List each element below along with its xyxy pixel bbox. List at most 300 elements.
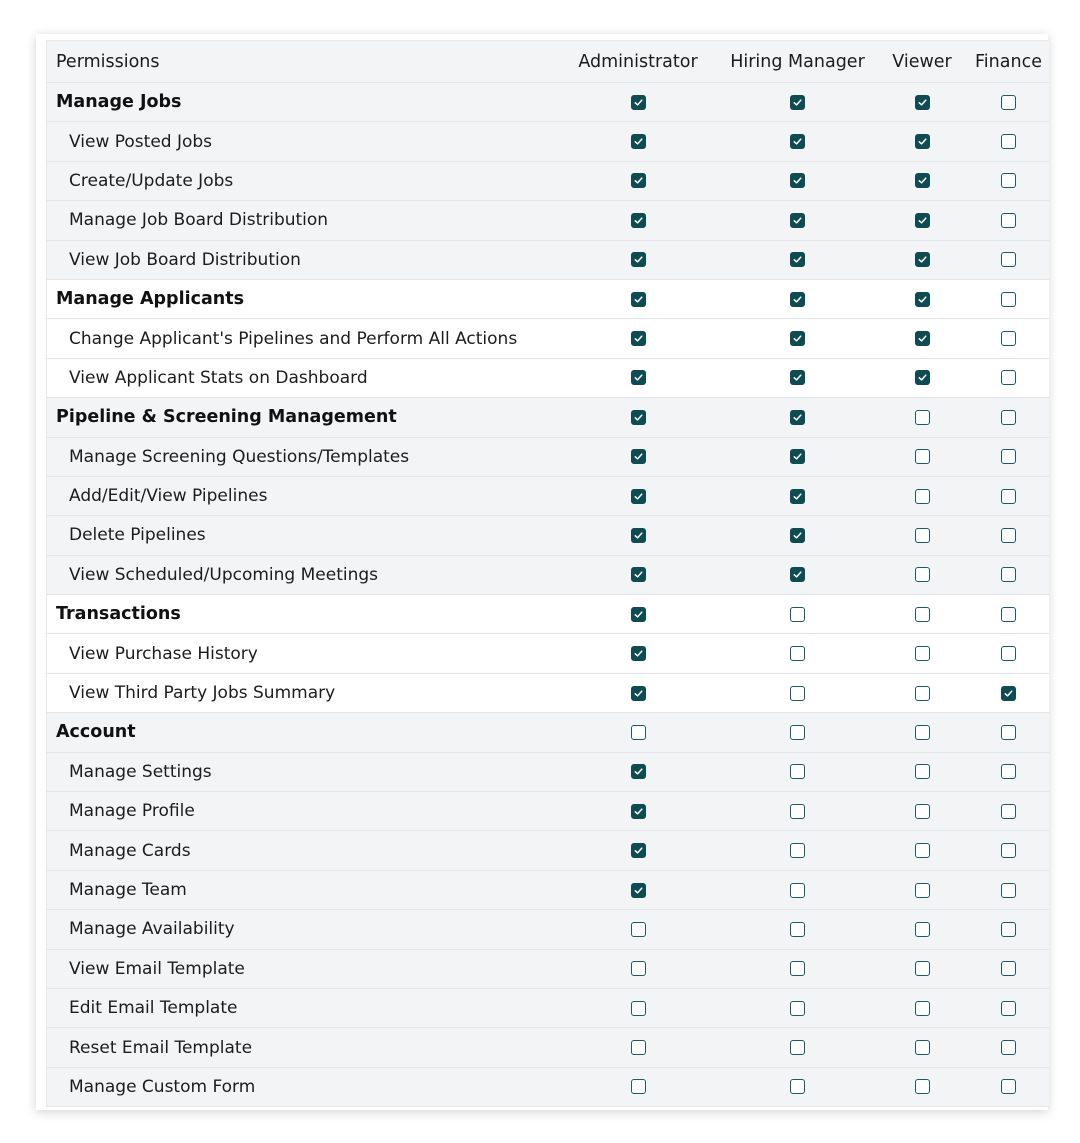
permissions-table xyxy=(46,40,1049,1107)
permission-label: Edit Email Template xyxy=(69,998,238,1019)
hiring-manager-cell xyxy=(719,1001,876,1016)
administrator-checkbox[interactable] xyxy=(631,213,646,228)
hiring-manager-cell xyxy=(719,646,876,661)
viewer-cell xyxy=(876,567,968,582)
hiring-manager-checkbox[interactable] xyxy=(790,252,805,267)
hiring-manager-checkbox[interactable] xyxy=(790,449,805,464)
hiring-manager-cell xyxy=(719,883,876,898)
administrator-cell xyxy=(557,292,719,307)
viewer-cell xyxy=(876,331,968,346)
check-icon xyxy=(792,491,803,502)
header-viewer: Viewer xyxy=(892,51,952,72)
check-icon xyxy=(792,372,803,383)
hiring-manager-cell xyxy=(719,764,876,779)
check-icon xyxy=(633,254,644,265)
viewer-checkbox[interactable] xyxy=(915,173,930,188)
finance-cell xyxy=(968,252,1049,267)
permission-label: Manage Screening Questions/Templates xyxy=(69,446,410,467)
permission-row xyxy=(47,556,1049,595)
permission-group-label: Account xyxy=(56,722,136,743)
finance-checkbox[interactable] xyxy=(1001,95,1016,110)
viewer-checkbox[interactable] xyxy=(915,567,930,582)
check-icon xyxy=(792,569,803,580)
permission-row xyxy=(47,1068,1049,1107)
permission-label: View Scheduled/Upcoming Meetings xyxy=(69,564,379,585)
administrator-cell xyxy=(557,528,719,543)
administrator-checkbox[interactable] xyxy=(631,1079,646,1094)
finance-cell xyxy=(968,213,1049,228)
administrator-checkbox[interactable] xyxy=(631,370,646,385)
administrator-cell xyxy=(557,410,719,425)
viewer-cell xyxy=(876,292,968,307)
permission-row xyxy=(47,910,1049,949)
administrator-checkbox[interactable] xyxy=(631,95,646,110)
administrator-checkbox[interactable] xyxy=(631,331,646,346)
viewer-checkbox[interactable] xyxy=(915,292,930,307)
viewer-cell xyxy=(876,134,968,149)
viewer-checkbox[interactable] xyxy=(915,686,930,701)
finance-checkbox[interactable] xyxy=(1001,173,1016,188)
finance-checkbox[interactable] xyxy=(1001,370,1016,385)
viewer-cell xyxy=(876,95,968,110)
permission-row xyxy=(47,792,1049,831)
hiring-manager-cell xyxy=(719,95,876,110)
hiring-manager-checkbox[interactable] xyxy=(790,646,805,661)
permission-group-label: Manage Applicants xyxy=(56,289,244,310)
administrator-checkbox[interactable] xyxy=(631,292,646,307)
permission-row xyxy=(47,674,1049,713)
hiring-manager-checkbox[interactable] xyxy=(790,134,805,149)
permission-row xyxy=(47,201,1049,240)
administrator-checkbox[interactable] xyxy=(631,922,646,937)
hiring-manager-checkbox[interactable] xyxy=(790,804,805,819)
finance-checkbox[interactable] xyxy=(1001,922,1016,937)
viewer-checkbox[interactable] xyxy=(915,528,930,543)
hiring-manager-cell xyxy=(719,173,876,188)
permission-row xyxy=(47,477,1049,516)
hiring-manager-checkbox[interactable] xyxy=(790,843,805,858)
check-icon xyxy=(792,451,803,462)
administrator-cell xyxy=(557,252,719,267)
permission-group-row xyxy=(47,280,1049,319)
permission-group-row xyxy=(47,398,1049,437)
hiring-manager-checkbox[interactable] xyxy=(790,1079,805,1094)
administrator-cell xyxy=(557,95,719,110)
finance-cell xyxy=(968,331,1049,346)
hiring-manager-cell xyxy=(719,922,876,937)
hiring-manager-checkbox[interactable] xyxy=(790,686,805,701)
administrator-checkbox[interactable] xyxy=(631,449,646,464)
finance-cell xyxy=(968,95,1049,110)
administrator-cell xyxy=(557,213,719,228)
permissions-card xyxy=(36,34,1048,1110)
hiring-manager-checkbox[interactable] xyxy=(790,410,805,425)
hiring-manager-cell xyxy=(719,961,876,976)
viewer-checkbox[interactable] xyxy=(915,922,930,937)
permission-row xyxy=(47,359,1049,398)
viewer-cell xyxy=(876,725,968,740)
viewer-checkbox[interactable] xyxy=(915,1079,930,1094)
administrator-cell xyxy=(557,1001,719,1016)
viewer-cell xyxy=(876,764,968,779)
finance-checkbox[interactable] xyxy=(1001,883,1016,898)
permission-row xyxy=(47,989,1049,1028)
administrator-cell xyxy=(557,804,719,819)
administrator-cell xyxy=(557,883,719,898)
finance-checkbox[interactable] xyxy=(1001,1040,1016,1055)
permission-group-row xyxy=(47,83,1049,122)
administrator-checkbox[interactable] xyxy=(631,134,646,149)
viewer-checkbox[interactable] xyxy=(915,883,930,898)
permission-label: Manage Job Board Distribution xyxy=(69,210,329,231)
administrator-cell xyxy=(557,922,719,937)
permission-label: View Posted Jobs xyxy=(69,131,213,152)
check-icon xyxy=(917,372,928,383)
check-icon xyxy=(633,451,644,462)
finance-checkbox[interactable] xyxy=(1001,528,1016,543)
permission-label: Create/Update Jobs xyxy=(69,170,234,191)
administrator-checkbox[interactable] xyxy=(631,843,646,858)
hiring-manager-checkbox[interactable] xyxy=(790,213,805,228)
finance-cell xyxy=(968,173,1049,188)
finance-cell xyxy=(968,804,1049,819)
viewer-cell xyxy=(876,607,968,622)
finance-cell xyxy=(968,1040,1049,1055)
administrator-checkbox[interactable] xyxy=(631,252,646,267)
administrator-cell xyxy=(557,489,719,504)
administrator-cell xyxy=(557,686,719,701)
viewer-cell xyxy=(876,804,968,819)
finance-cell xyxy=(968,370,1049,385)
viewer-cell xyxy=(876,173,968,188)
finance-checkbox[interactable] xyxy=(1001,1079,1016,1094)
hiring-manager-checkbox[interactable] xyxy=(790,489,805,504)
permission-label: Change Applicant's Pipelines and Perform All Actions xyxy=(69,328,518,349)
finance-cell xyxy=(968,1001,1049,1016)
administrator-checkbox[interactable] xyxy=(631,961,646,976)
check-icon xyxy=(792,136,803,147)
hiring-manager-cell xyxy=(719,134,876,149)
check-icon xyxy=(633,530,644,541)
viewer-checkbox[interactable] xyxy=(915,449,930,464)
finance-cell xyxy=(968,686,1049,701)
viewer-checkbox[interactable] xyxy=(915,804,930,819)
permission-label: Manage Settings xyxy=(69,761,212,782)
finance-cell xyxy=(968,567,1049,582)
hiring-manager-cell xyxy=(719,449,876,464)
viewer-checkbox[interactable] xyxy=(915,134,930,149)
finance-checkbox[interactable] xyxy=(1001,607,1016,622)
permission-row xyxy=(47,516,1049,555)
viewer-checkbox[interactable] xyxy=(915,95,930,110)
administrator-cell xyxy=(557,567,719,582)
hiring-manager-checkbox[interactable] xyxy=(790,883,805,898)
finance-cell xyxy=(968,489,1049,504)
finance-checkbox[interactable] xyxy=(1001,331,1016,346)
viewer-cell xyxy=(876,843,968,858)
permission-group-row xyxy=(47,595,1049,634)
permission-label: Manage Cards xyxy=(69,840,191,861)
finance-cell xyxy=(968,961,1049,976)
finance-cell xyxy=(968,922,1049,937)
viewer-checkbox[interactable] xyxy=(915,607,930,622)
viewer-cell xyxy=(876,489,968,504)
permission-label: View Job Board Distribution xyxy=(69,249,301,270)
hiring-manager-checkbox[interactable] xyxy=(790,292,805,307)
permission-row xyxy=(47,831,1049,870)
hiring-manager-cell xyxy=(719,213,876,228)
finance-checkbox[interactable] xyxy=(1001,567,1016,582)
permission-group-row xyxy=(47,713,1049,752)
check-icon xyxy=(633,294,644,305)
administrator-checkbox[interactable] xyxy=(631,1040,646,1055)
permission-row xyxy=(47,241,1049,280)
hiring-manager-checkbox[interactable] xyxy=(790,1040,805,1055)
check-icon xyxy=(633,648,644,659)
finance-cell xyxy=(968,607,1049,622)
permission-row xyxy=(47,950,1049,989)
check-icon xyxy=(792,294,803,305)
hiring-manager-cell xyxy=(719,410,876,425)
administrator-cell xyxy=(557,961,719,976)
finance-checkbox[interactable] xyxy=(1001,764,1016,779)
check-icon xyxy=(633,766,644,777)
permission-label: Delete Pipelines xyxy=(69,525,206,546)
finance-checkbox[interactable] xyxy=(1001,449,1016,464)
administrator-checkbox[interactable] xyxy=(631,686,646,701)
permission-label: Manage Custom Form xyxy=(69,1076,256,1097)
hiring-manager-checkbox[interactable] xyxy=(790,370,805,385)
viewer-checkbox[interactable] xyxy=(915,370,930,385)
permission-row xyxy=(47,634,1049,673)
viewer-cell xyxy=(876,883,968,898)
permission-row xyxy=(47,162,1049,201)
check-icon xyxy=(633,372,644,383)
permission-row xyxy=(47,753,1049,792)
permission-group-label: Transactions xyxy=(56,604,181,625)
permission-label: Reset Email Template xyxy=(69,1037,253,1058)
check-icon xyxy=(917,333,928,344)
administrator-checkbox[interactable] xyxy=(631,646,646,661)
check-icon xyxy=(917,175,928,186)
administrator-checkbox[interactable] xyxy=(631,804,646,819)
finance-checkbox[interactable] xyxy=(1001,961,1016,976)
check-icon xyxy=(792,530,803,541)
viewer-checkbox[interactable] xyxy=(915,410,930,425)
check-icon xyxy=(792,254,803,265)
viewer-checkbox[interactable] xyxy=(915,1001,930,1016)
hiring-manager-checkbox[interactable] xyxy=(790,725,805,740)
permission-label: Manage Team xyxy=(69,880,187,900)
header-permissions: Permissions xyxy=(56,51,160,72)
finance-cell xyxy=(968,843,1049,858)
hiring-manager-checkbox[interactable] xyxy=(790,922,805,937)
administrator-cell xyxy=(557,173,719,188)
table-body xyxy=(47,83,1049,1107)
permission-label: Manage Availability xyxy=(69,919,235,940)
hiring-manager-cell xyxy=(719,843,876,858)
hiring-manager-cell xyxy=(719,607,876,622)
viewer-checkbox[interactable] xyxy=(915,764,930,779)
finance-checkbox[interactable] xyxy=(1001,489,1016,504)
finance-checkbox[interactable] xyxy=(1001,292,1016,307)
check-icon xyxy=(633,333,644,344)
finance-checkbox[interactable] xyxy=(1001,410,1016,425)
viewer-cell xyxy=(876,1079,968,1094)
table-header xyxy=(47,41,1049,83)
hiring-manager-checkbox[interactable] xyxy=(790,567,805,582)
check-icon xyxy=(917,97,928,108)
viewer-cell xyxy=(876,686,968,701)
hiring-manager-cell xyxy=(719,686,876,701)
hiring-manager-cell xyxy=(719,252,876,267)
finance-checkbox[interactable] xyxy=(1001,1001,1016,1016)
header-hiring-manager: Hiring Manager xyxy=(730,51,865,72)
hiring-manager-checkbox[interactable] xyxy=(790,961,805,976)
hiring-manager-cell xyxy=(719,331,876,346)
viewer-cell xyxy=(876,1040,968,1055)
hiring-manager-cell xyxy=(719,804,876,819)
finance-cell xyxy=(968,292,1049,307)
viewer-checkbox[interactable] xyxy=(915,1040,930,1055)
check-icon xyxy=(633,569,644,580)
permission-label: Manage Profile xyxy=(69,801,195,822)
administrator-checkbox[interactable] xyxy=(631,725,646,740)
check-icon xyxy=(792,97,803,108)
hiring-manager-checkbox[interactable] xyxy=(790,331,805,346)
header-administrator: Administrator xyxy=(578,51,698,72)
administrator-checkbox[interactable] xyxy=(631,764,646,779)
permission-row xyxy=(47,1028,1049,1067)
viewer-cell xyxy=(876,213,968,228)
finance-checkbox[interactable] xyxy=(1001,686,1016,701)
viewer-cell xyxy=(876,1001,968,1016)
check-icon xyxy=(792,333,803,344)
viewer-checkbox[interactable] xyxy=(915,252,930,267)
administrator-cell xyxy=(557,725,719,740)
viewer-cell xyxy=(876,646,968,661)
hiring-manager-cell xyxy=(719,489,876,504)
viewer-cell xyxy=(876,528,968,543)
permission-label: View Applicant Stats on Dashboard xyxy=(69,367,368,388)
check-icon xyxy=(633,688,644,699)
administrator-cell xyxy=(557,764,719,779)
hiring-manager-checkbox[interactable] xyxy=(790,528,805,543)
administrator-checkbox[interactable] xyxy=(631,528,646,543)
permission-label: View Purchase History xyxy=(69,643,258,664)
hiring-manager-checkbox[interactable] xyxy=(790,95,805,110)
viewer-checkbox[interactable] xyxy=(915,843,930,858)
administrator-cell xyxy=(557,607,719,622)
hiring-manager-cell xyxy=(719,567,876,582)
viewer-checkbox[interactable] xyxy=(915,725,930,740)
hiring-manager-checkbox[interactable] xyxy=(790,173,805,188)
hiring-manager-checkbox[interactable] xyxy=(790,764,805,779)
finance-checkbox[interactable] xyxy=(1001,213,1016,228)
finance-checkbox[interactable] xyxy=(1001,804,1016,819)
check-icon xyxy=(633,885,644,896)
administrator-checkbox[interactable] xyxy=(631,607,646,622)
check-icon xyxy=(633,609,644,620)
check-icon xyxy=(792,215,803,226)
check-icon xyxy=(792,412,803,423)
finance-cell xyxy=(968,134,1049,149)
finance-checkbox[interactable] xyxy=(1001,252,1016,267)
check-icon xyxy=(917,136,928,147)
finance-cell xyxy=(968,725,1049,740)
viewer-checkbox[interactable] xyxy=(915,213,930,228)
finance-cell xyxy=(968,1079,1049,1094)
hiring-manager-cell xyxy=(719,1040,876,1055)
finance-checkbox[interactable] xyxy=(1001,134,1016,149)
viewer-checkbox[interactable] xyxy=(915,489,930,504)
permission-group-label: Pipeline & Screening Management xyxy=(56,407,397,428)
administrator-checkbox[interactable] xyxy=(631,567,646,582)
administrator-cell xyxy=(557,370,719,385)
administrator-cell xyxy=(557,1040,719,1055)
permission-row xyxy=(47,122,1049,161)
finance-cell xyxy=(968,449,1049,464)
hiring-manager-cell xyxy=(719,725,876,740)
permission-label: Add/Edit/View Pipelines xyxy=(69,486,268,507)
viewer-cell xyxy=(876,961,968,976)
administrator-checkbox[interactable] xyxy=(631,410,646,425)
administrator-checkbox[interactable] xyxy=(631,1001,646,1016)
administrator-checkbox[interactable] xyxy=(631,489,646,504)
check-icon xyxy=(633,491,644,502)
check-icon xyxy=(917,294,928,305)
permission-row xyxy=(47,319,1049,358)
finance-checkbox[interactable] xyxy=(1001,725,1016,740)
finance-cell xyxy=(968,646,1049,661)
hiring-manager-checkbox[interactable] xyxy=(790,607,805,622)
viewer-checkbox[interactable] xyxy=(915,961,930,976)
finance-cell xyxy=(968,883,1049,898)
hiring-manager-cell xyxy=(719,292,876,307)
hiring-manager-cell xyxy=(719,528,876,543)
finance-checkbox[interactable] xyxy=(1001,646,1016,661)
check-icon xyxy=(633,215,644,226)
check-icon xyxy=(633,806,644,817)
check-icon xyxy=(633,412,644,423)
viewer-checkbox[interactable] xyxy=(915,646,930,661)
check-icon xyxy=(917,254,928,265)
administrator-checkbox[interactable] xyxy=(631,883,646,898)
permission-label: View Email Template xyxy=(69,958,245,979)
viewer-cell xyxy=(876,252,968,267)
finance-cell xyxy=(968,528,1049,543)
administrator-cell xyxy=(557,134,719,149)
hiring-manager-cell xyxy=(719,1079,876,1094)
hiring-manager-checkbox[interactable] xyxy=(790,1001,805,1016)
permission-label: View Third Party Jobs Summary xyxy=(69,683,336,704)
administrator-cell xyxy=(557,843,719,858)
finance-cell xyxy=(968,764,1049,779)
viewer-cell xyxy=(876,410,968,425)
viewer-cell xyxy=(876,370,968,385)
finance-checkbox[interactable] xyxy=(1001,843,1016,858)
check-icon xyxy=(633,97,644,108)
administrator-cell xyxy=(557,646,719,661)
check-icon xyxy=(633,136,644,147)
check-icon xyxy=(917,215,928,226)
finance-cell xyxy=(968,410,1049,425)
viewer-checkbox[interactable] xyxy=(915,331,930,346)
administrator-checkbox[interactable] xyxy=(631,173,646,188)
header-finance: Finance xyxy=(975,51,1042,72)
check-icon xyxy=(633,175,644,186)
permission-row xyxy=(47,438,1049,477)
